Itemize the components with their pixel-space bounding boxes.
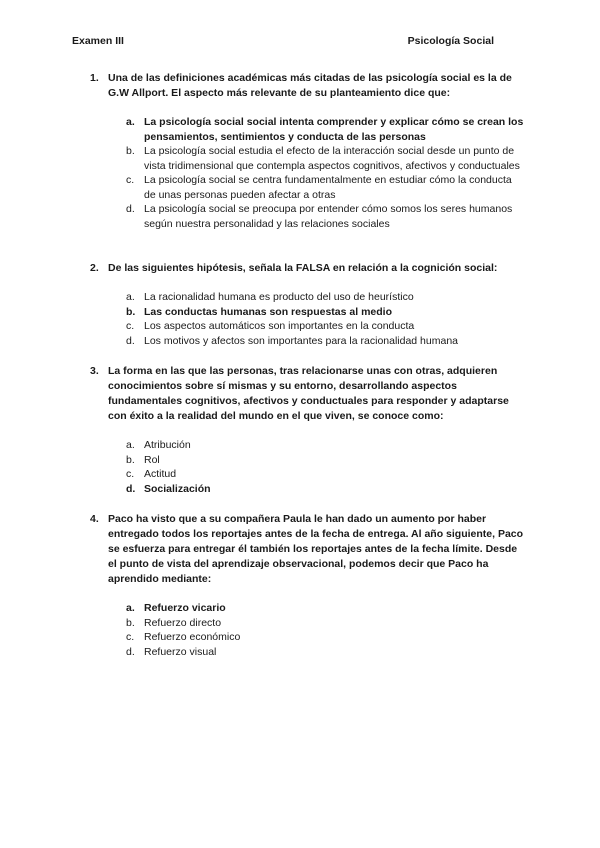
option-letter: b. — [126, 616, 135, 629]
option-list — [126, 290, 526, 348]
option-text: La psicología social estudia el efecto de la interacción social desde un punto de vista tridimensional que contempla aspectos cognitivos, afectivos y conductuales — [144, 145, 520, 172]
option-letter: b. — [126, 145, 135, 157]
subject-title: Psicología Social — [407, 35, 494, 47]
question-2 — [90, 261, 526, 348]
option-d — [126, 645, 526, 660]
option-list — [126, 115, 526, 231]
option-letter: a. — [126, 602, 135, 614]
option-b — [126, 305, 526, 320]
option-letter: a. — [126, 439, 135, 451]
question-number: 1. — [90, 72, 99, 84]
option-text: La psicología social social intenta comprender y explicar cómo se crean los pensamientos, sentimientos y conducta de las personas — [144, 116, 524, 143]
option-letter: d. — [126, 482, 136, 495]
option-text: La psicología social se preocupa por entender cómo somos los seres humanos según nuestra personalidad y las relaciones sociales — [144, 203, 513, 230]
option-c — [126, 319, 526, 334]
exam-title: Examen III — [72, 35, 124, 47]
option-b — [126, 144, 526, 173]
option-letter: d. — [126, 203, 135, 215]
question-stem: Una de las definiciones académicas más citadas de las psicología social es la de G.W Allport. El aspecto más relevante de su planteamiento dice que: — [108, 72, 512, 99]
option-d — [126, 334, 526, 349]
question-number: 3. — [90, 365, 99, 377]
option-d — [126, 202, 526, 231]
option-a — [126, 290, 526, 305]
question-1 — [90, 71, 526, 231]
option-text: Atribución — [144, 439, 191, 451]
option-a — [126, 115, 526, 144]
option-text: Refuerzo visual — [144, 645, 217, 658]
question-3 — [90, 364, 526, 496]
question-stem: De las siguientes hipótesis, señala la FALSA en relación a la cognición social: — [108, 262, 498, 274]
option-c — [126, 173, 526, 202]
option-letter: d. — [126, 645, 135, 658]
option-c — [126, 467, 526, 482]
question-stem: Paco ha visto que a su compañera Paula le han dado un aumento por haber entregado todos los reportajes antes de la fecha de entrega. Al año siguiente, Paco se esfuerza para entregar él también los reportajes antes de la fecha límite. Desde el punto de vista del aprendizaje observacional, podemos decir que Paco ha aprendido mediante: — [108, 513, 524, 585]
option-text: La racionalidad humana es producto del uso de heurístico — [144, 291, 414, 303]
option-list — [126, 601, 526, 659]
option-text: Rol — [144, 453, 160, 466]
question-stem: La forma en las que las personas, tras relacionarse unas con otras, adquieren conocimientos sobre sí mismas y su entorno, desarrollando aspectos fundamentales cognitivos, afectivos y conductuales para responder y adaptarse con éxito a la realidad del mundo en el que viven, se conoce como: — [108, 365, 509, 422]
option-text: Las conductas humanas son respuestas al medio — [144, 305, 392, 318]
option-text: Los motivos y afectos son importantes para la racionalidad humana — [144, 334, 459, 347]
option-letter: d. — [126, 334, 135, 347]
option-text: Refuerzo directo — [144, 616, 222, 629]
option-c — [126, 630, 526, 645]
option-a — [126, 601, 526, 616]
option-a — [126, 438, 526, 453]
option-letter: c. — [126, 320, 135, 332]
option-text: Refuerzo económico — [144, 631, 241, 643]
option-letter: c. — [126, 174, 135, 186]
option-letter: c. — [126, 468, 135, 480]
option-letter: c. — [126, 631, 135, 643]
question-4 — [90, 512, 526, 659]
option-d — [126, 482, 526, 497]
option-list — [126, 438, 526, 496]
option-text: Actitud — [144, 468, 177, 480]
question-number: 4. — [90, 513, 99, 525]
option-text: La psicología social se centra fundamentalmente en estudiar cómo la conducta de unas personas pueden afectar a otras — [144, 174, 512, 201]
page-header — [72, 35, 528, 51]
option-b — [126, 616, 526, 631]
option-letter: b. — [126, 305, 136, 318]
option-letter: a. — [126, 116, 135, 128]
question-number: 2. — [90, 262, 99, 274]
option-letter: b. — [126, 453, 135, 466]
option-text: Refuerzo vicario — [144, 602, 226, 614]
option-b — [126, 453, 526, 468]
option-letter: a. — [126, 291, 135, 303]
option-text: Socialización — [144, 482, 211, 495]
option-text: Los aspectos automáticos son importantes en la conducta — [144, 320, 415, 332]
